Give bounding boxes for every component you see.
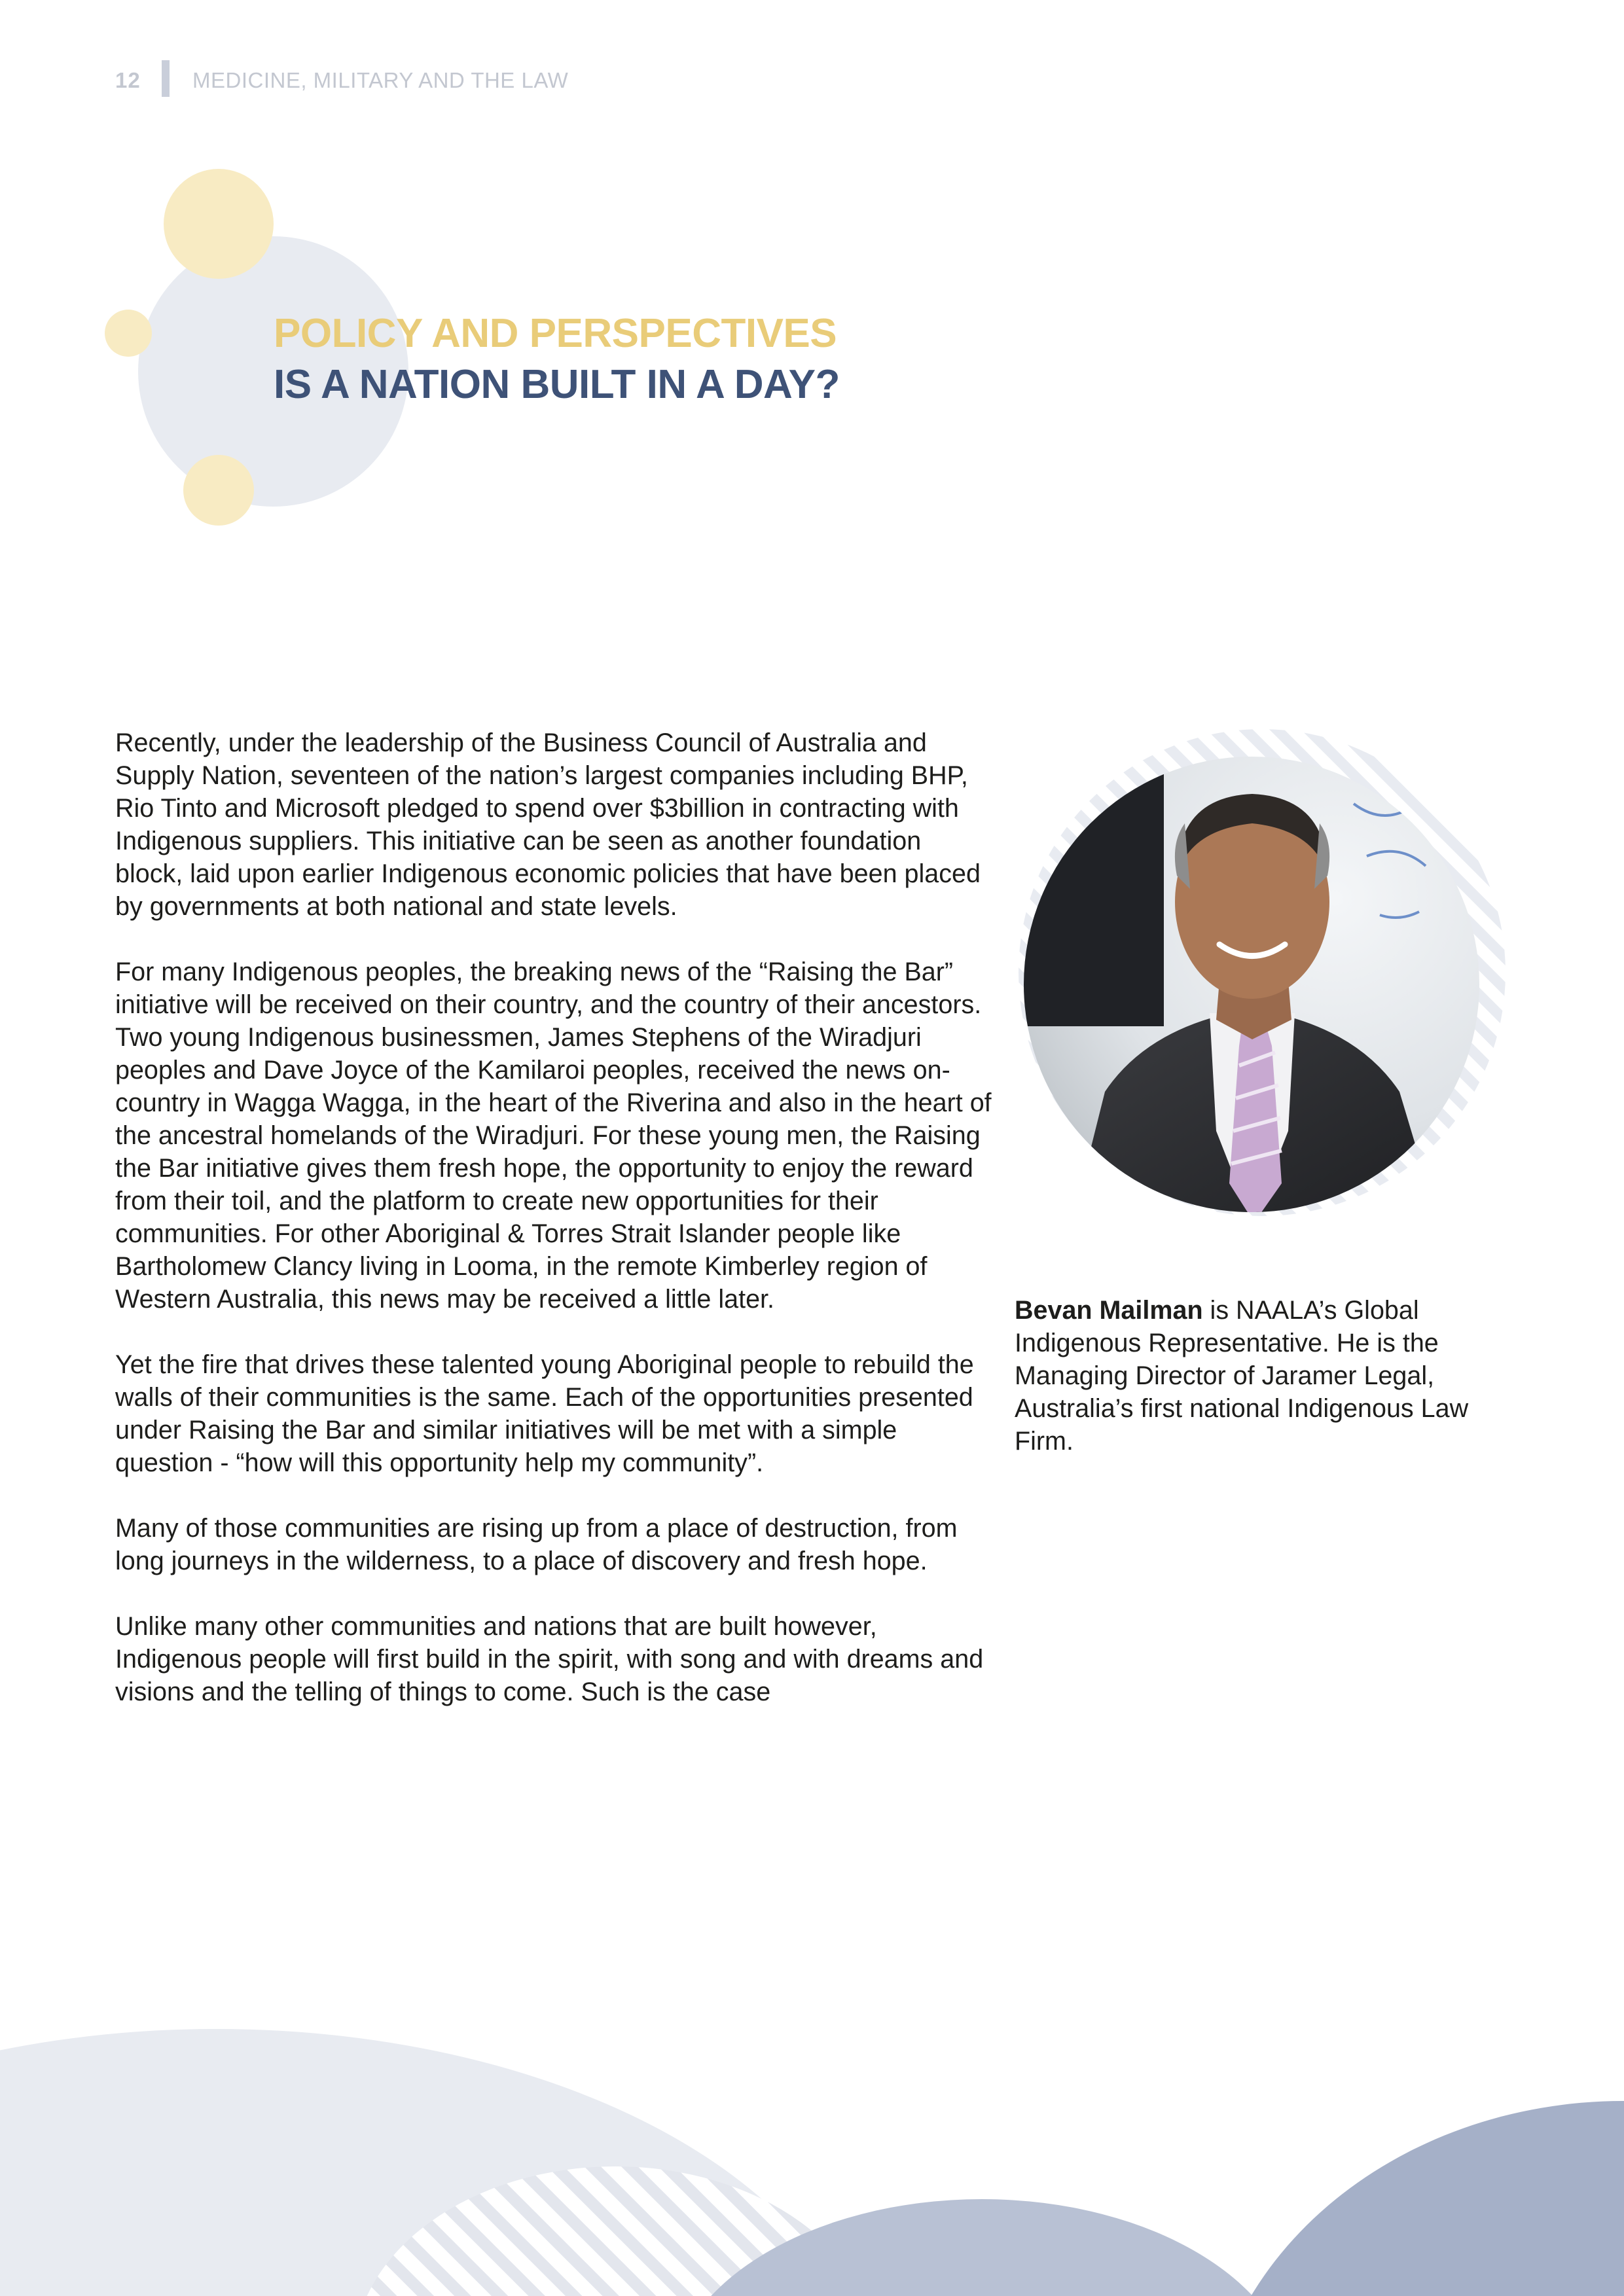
decorative-circle-left: [105, 310, 152, 357]
page-number: 12: [115, 68, 141, 92]
portrait-caption: [1015, 1294, 1512, 1458]
header-divider: [162, 60, 170, 97]
article-paragraph: Recently, under the leadership of the Business Council of Australia and Supply Nation, seventeen of the nation’s largest companies including BHP, Rio Tinto and Microsoft pledged to spend over $3billion in contracting with Indigenous suppliers. This initiative can be seen as another foundation block, laid upon earlier Indigenous economic policies that have been placed by governments at both national and state levels.: [115, 728, 981, 921]
article-paragraph: Yet the fire that drives these talented young Aboriginal people to rebuild the walls of their communities is the same. Each of the opportunities presented under Raising the Bar and similar initiatives will be met with a simple question - “how will this opportunity help my community”.: [115, 1350, 974, 1477]
decorative-circle-top: [164, 169, 274, 279]
title-kicker: POLICY AND PERSPECTIVES: [274, 311, 837, 356]
caption-name: Bevan Mailman: [1015, 1296, 1203, 1325]
caption-bio: is NAALA’s Global Indigenous Representative. He is the Managing Director of Jaramer Legal, Australia’s first national Indigenous Law Firm.: [1015, 1296, 1469, 1456]
decorative-circle-bottom: [183, 455, 254, 526]
portrait-image: [1013, 725, 1508, 1220]
article-body: [115, 726, 992, 1741]
section-label: MEDICINE, MILITARY AND THE LAW: [192, 68, 569, 92]
article-paragraph: Unlike many other communities and nations that are built however, Indigenous people will first build in the spirit, with song and with dreams and visions and the telling of things to come. Such is the case: [115, 1612, 984, 1706]
page-title: IS A NATION BUILT IN A DAY?: [274, 362, 840, 407]
footer-decoration: [0, 1990, 1624, 2296]
portrait: [1013, 725, 1508, 1220]
article-paragraph: For many Indigenous peoples, the breaking news of the “Raising the Bar” initiative will be received on their country, and the country of their ancestors. Two young Indigenous businessmen, James Stephens of the Wiradjuri peoples and Dave Joyce of the Kamilaroi peoples, received the news on-country in Wagga Wagga, in the heart of the Riverina and also in the heart of the ancestral homelands of the Wiradjuri. For these young men, the Raising the Bar initiative gives them fresh hope, the opportunity to enjoy the reward from their toil, and the platform to create new opportunities for their communities. For other Aboriginal & Torres Strait Islander people like Bartholomew Clancy living in Looma, in the remote Kimberley region of Western Australia, this news may be received a little later.: [115, 958, 992, 1314]
article-paragraph: Many of those communities are rising up from a place of destruction, from long journeys in the wilderness, to a place of discovery and fresh hope.: [115, 1514, 958, 1575]
